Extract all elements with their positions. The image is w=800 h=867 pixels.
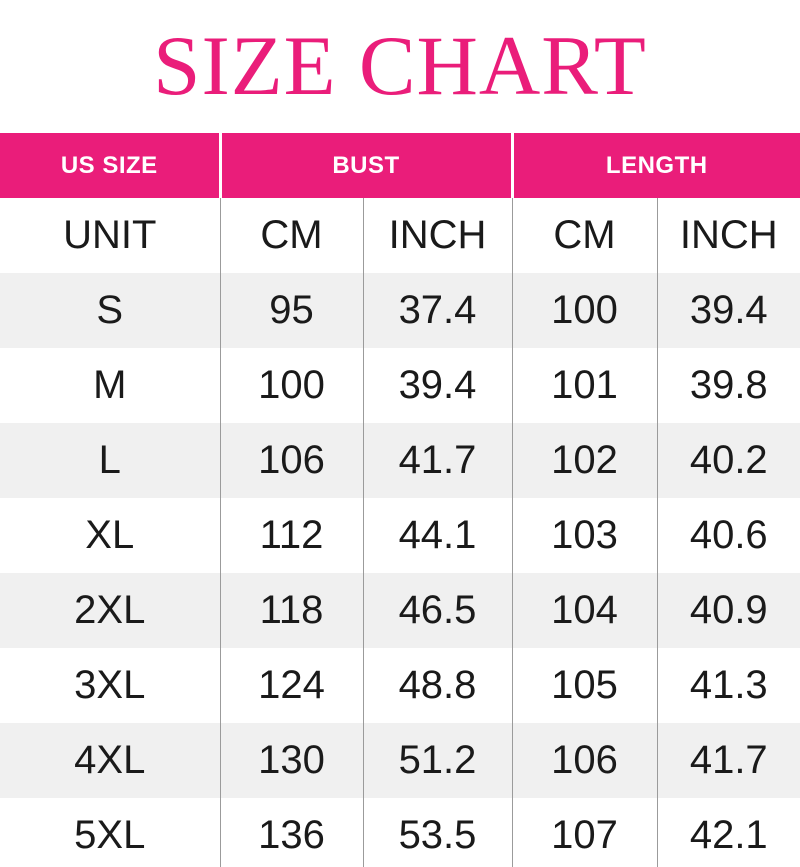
- table-row: [0, 423, 800, 498]
- cell-length-inch: 39.8: [657, 348, 800, 423]
- cell-length-cm: 106: [512, 723, 657, 798]
- unit-row: [0, 198, 800, 273]
- cell-size: 2XL: [74, 588, 146, 632]
- unit-bust-inch-cell: INCH: [363, 198, 512, 273]
- cell-length-inch: 39.4: [657, 273, 800, 348]
- unit-bust-cm-cell: CM: [220, 198, 363, 273]
- cell-bust-cm: 130: [220, 723, 363, 798]
- title-area: [0, 0, 800, 133]
- cell-bust-inch: 46.5: [363, 573, 512, 648]
- cell-bust-inch: 39.4: [363, 348, 512, 423]
- cell-size: XL: [85, 513, 135, 557]
- cell-length-inch: 42.1: [657, 798, 800, 867]
- cell-length-inch: 40.9: [657, 573, 800, 648]
- unit-label-cell: UNIT: [63, 213, 157, 257]
- size-chart-table: [0, 133, 800, 867]
- cell-length-inch: 40.6: [657, 498, 800, 573]
- table-row: [0, 348, 800, 423]
- cell-length-cm: 107: [512, 798, 657, 867]
- cell-size: 3XL: [74, 663, 146, 707]
- table-row: [0, 498, 800, 573]
- header-length: LENGTH: [512, 133, 800, 198]
- cell-size: 5XL: [74, 813, 146, 857]
- header-bust: BUST: [220, 133, 512, 198]
- cell-bust-cm: 106: [220, 423, 363, 498]
- group-header-row: [0, 133, 800, 198]
- cell-bust-inch: 37.4: [363, 273, 512, 348]
- cell-size: 4XL: [74, 738, 146, 782]
- table-row: [0, 273, 800, 348]
- cell-bust-cm: 95: [220, 273, 363, 348]
- page-title: SIZE CHART: [153, 19, 647, 113]
- cell-bust-inch: 44.1: [363, 498, 512, 573]
- cell-length-cm: 100: [512, 273, 657, 348]
- cell-bust-inch: 48.8: [363, 648, 512, 723]
- cell-bust-cm: 136: [220, 798, 363, 867]
- cell-length-cm: 101: [512, 348, 657, 423]
- table-row: [0, 723, 800, 798]
- header-us-size: US SIZE: [0, 133, 220, 198]
- cell-bust-cm: 118: [220, 573, 363, 648]
- cell-size: M: [93, 363, 127, 407]
- cell-bust-inch: 51.2: [363, 723, 512, 798]
- cell-length-inch: 40.2: [657, 423, 800, 498]
- cell-bust-cm: 124: [220, 648, 363, 723]
- table-row: [0, 573, 800, 648]
- table-row: [0, 648, 800, 723]
- cell-length-inch: 41.3: [657, 648, 800, 723]
- cell-bust-inch: 41.7: [363, 423, 512, 498]
- cell-length-cm: 103: [512, 498, 657, 573]
- table-header: [0, 133, 800, 198]
- cell-bust-cm: 112: [220, 498, 363, 573]
- cell-size: L: [98, 438, 121, 482]
- cell-length-cm: 105: [512, 648, 657, 723]
- unit-length-cm-cell: CM: [512, 198, 657, 273]
- cell-bust-inch: 53.5: [363, 798, 512, 867]
- table-body: [0, 198, 800, 867]
- cell-length-cm: 104: [512, 573, 657, 648]
- cell-bust-cm: 100: [220, 348, 363, 423]
- unit-length-inch-cell: INCH: [657, 198, 800, 273]
- cell-length-inch: 41.7: [657, 723, 800, 798]
- cell-size: S: [96, 288, 124, 332]
- table-row: [0, 798, 800, 867]
- cell-length-cm: 102: [512, 423, 657, 498]
